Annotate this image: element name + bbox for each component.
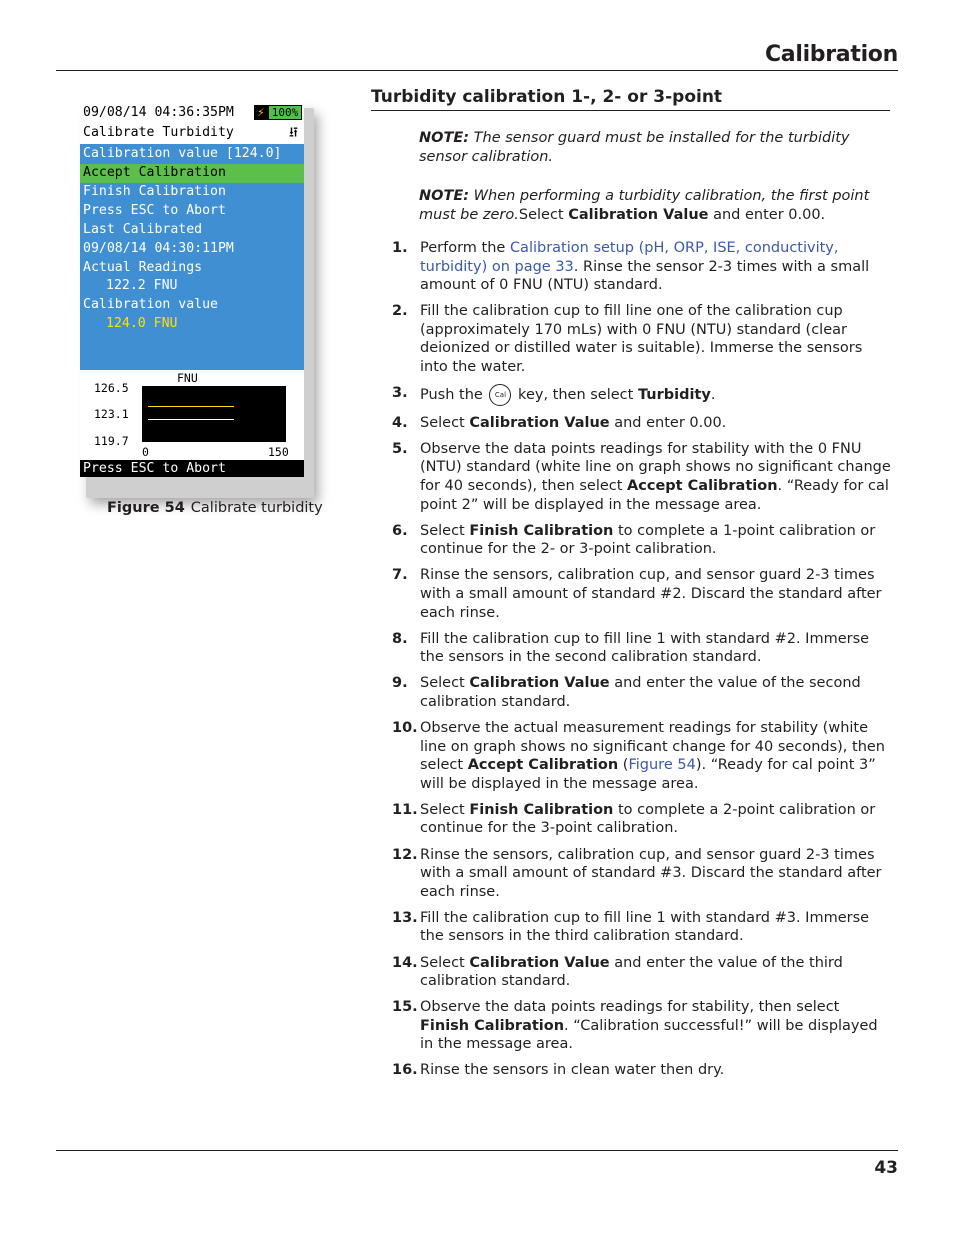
- step-text: Select: [420, 675, 470, 692]
- battery-indicator: [254, 105, 302, 120]
- step-text: to complete a 2-point calibration or continue for the 3-point calibration.: [420, 801, 876, 837]
- step-number: 10.: [392, 719, 418, 736]
- note-tail: and enter 0.00.: [708, 206, 826, 223]
- step-9: [392, 674, 892, 711]
- step-text: Select: [420, 414, 470, 431]
- menu-accept-calibration[interactable]: Accept Calibration: [80, 164, 304, 183]
- actual-readings-label: Actual Readings: [83, 260, 203, 275]
- footer-rule: [56, 1150, 898, 1151]
- note-select-text: Select: [518, 206, 569, 223]
- last-calibrated-label: Last Calibrated: [83, 222, 203, 237]
- last-calibrated-value: 09/08/14 04:30:11PM: [83, 241, 234, 256]
- step-6: [392, 522, 892, 559]
- step-text: (: [618, 757, 629, 774]
- step-number: 12.: [392, 846, 418, 863]
- graph-y-mid: 123.1: [94, 407, 129, 421]
- step-number: 3.: [392, 385, 408, 402]
- step-text: Observe the data points readings for stability with the 0 FNU (NTU) standard (white line on graph shows no significant change for 40 seconds), then select: [420, 440, 891, 494]
- step-text: Rinse the sensors in clean water then dry.: [420, 1062, 725, 1079]
- step-number: 11.: [392, 801, 418, 818]
- step-7: [392, 566, 892, 622]
- step-16: [392, 1061, 892, 1080]
- menu-calibration-value[interactable]: Calibration value [124.0]: [83, 146, 282, 161]
- step-text: Select: [420, 522, 470, 539]
- step-number: 6.: [392, 522, 408, 539]
- graph-x-left: 0: [142, 445, 149, 459]
- figure-caption: [107, 500, 323, 516]
- step-text: and enter the value of the third calibration standard.: [420, 954, 843, 990]
- step-15: [392, 998, 892, 1054]
- menu-finish-calibration[interactable]: Finish Calibration: [83, 184, 226, 199]
- note-select-bold: Calibration Value: [568, 206, 709, 223]
- step-number: 16.: [392, 1062, 418, 1079]
- graph-y-top: 126.5: [94, 381, 129, 395]
- step-text: key, then select: [513, 387, 638, 404]
- step-bold: Calibration Value: [469, 954, 610, 971]
- battery-level: 100%: [268, 105, 302, 120]
- section-rule: [371, 110, 890, 111]
- step-bold: Finish Calibration: [469, 801, 614, 818]
- note-zero-point: [419, 187, 894, 225]
- step-14: [392, 954, 892, 991]
- step-text: and enter the value of the second calibration standard.: [420, 675, 861, 710]
- step-3: [392, 384, 892, 406]
- step-text: Observe the actual measurement readings for stability (white line on graph shows no significant change for 40 seconds), then select: [420, 719, 885, 774]
- step-number: 7.: [392, 567, 408, 584]
- step-text: . “Ready for cal point 2” will be displayed in the message area.: [420, 477, 889, 513]
- graph-reading-line: [148, 419, 234, 420]
- cal-key-icon: Cal: [489, 384, 511, 406]
- step-text: Observe the data points readings for stability, then select: [420, 999, 840, 1016]
- step-text: Fill the calibration cup to fill line 1 with standard #3. Immerse the sensors in the third calibration standard.: [420, 909, 870, 945]
- step-number: 15.: [392, 999, 418, 1016]
- step-12: [392, 846, 892, 902]
- note-text: When performing a turbidity calibration, the first point must be zero.: [419, 188, 870, 223]
- step-2: [392, 302, 892, 376]
- step-bold: Calibration Value: [469, 414, 610, 431]
- calibration-value-label: Calibration value: [83, 297, 218, 312]
- step-13: [392, 909, 892, 946]
- note-label: NOTE:: [419, 188, 470, 204]
- step-text: Rinse the sensors, calibration cup, and sensor guard 2-3 times with a small amount of standard #3. Discard the standard after each rinse.: [420, 846, 882, 900]
- section-heading: Turbidity calibration 1-, 2- or 3-point: [371, 87, 723, 107]
- page-number: 43: [874, 1158, 898, 1178]
- step-11: [392, 801, 892, 838]
- device-screen: [80, 102, 304, 477]
- step-text: Select: [420, 801, 470, 818]
- actual-readings-value: 122.2 FNU: [106, 278, 178, 293]
- step-text: . “Calibration successful!” will be displayed in the message area.: [420, 1017, 878, 1053]
- charging-bolt-icon: ⚡: [254, 105, 268, 120]
- calibration-value-reading: 124.0 FNU: [106, 316, 178, 331]
- step-text: Push the: [420, 387, 488, 404]
- step-text: .: [710, 387, 716, 404]
- step-number: 4.: [392, 414, 408, 431]
- step-5: [392, 440, 892, 514]
- graph-plot-area: [142, 386, 286, 442]
- device-screen-title: Calibrate Turbidity: [83, 125, 234, 140]
- figure-caption-text: Calibrate turbidity: [190, 500, 323, 516]
- header-rule: [56, 70, 898, 71]
- step-bold: Finish Calibration: [469, 522, 614, 539]
- calibration-steps: [392, 239, 892, 1088]
- menu-press-esc: Press ESC to Abort: [83, 203, 226, 218]
- usb-icon: ⭿: [288, 125, 298, 141]
- step-text: to complete a 1-point calibration or continue for the 2- or 3-point calibration.: [420, 522, 876, 558]
- step-number: 2.: [392, 303, 408, 320]
- graph-calibration-line: [148, 406, 234, 407]
- note-guard: [419, 129, 894, 167]
- step-number: 8.: [392, 630, 408, 647]
- step-bold: Calibration Value: [469, 675, 610, 692]
- step-text: Fill the calibration cup to fill line 1 with standard #2. Immerse the sensors in the second calibration standard.: [420, 630, 870, 666]
- note-label: NOTE:: [419, 130, 470, 146]
- device-status-bar: Press ESC to Abort: [80, 460, 304, 477]
- step-text: Perform the: [420, 240, 510, 256]
- step-bold: Finish Calibration: [420, 1017, 565, 1034]
- step-text: Fill the calibration cup to fill line one of the calibration cup (approximately 170 mLs) with 0 FNU (NTU) standard (clear deionized or distilled water is suitable). Immerse the sensors into the water.: [420, 303, 863, 376]
- step-bold: Accept Calibration: [627, 477, 778, 494]
- figure-number: Figure 54: [107, 500, 185, 516]
- step-4: [392, 414, 892, 433]
- calibration-setup-link[interactable]: Calibration setup (pH, ORP, ISE, conductivity, turbidity) on page 33: [420, 240, 839, 275]
- step-bold: Accept Calibration: [467, 757, 619, 774]
- page-header-title: Calibration: [764, 42, 898, 67]
- step-number: 14.: [392, 954, 418, 971]
- note-text: The sensor guard must be installed for the turbidity sensor calibration.: [419, 130, 850, 165]
- step-1: [392, 239, 892, 295]
- device-datetime: 09/08/14 04:36:35PM: [83, 105, 234, 120]
- readings-graph: [80, 370, 304, 460]
- graph-unit-label: FNU: [177, 371, 198, 385]
- step-text: . Rinse the sensor 2-3 times with a small amount of 0 FNU (NTU) standard.: [420, 258, 870, 294]
- step-8: [392, 630, 892, 667]
- step-text: ). “Ready for cal point 3” will be displayed in the message area.: [420, 757, 876, 792]
- step-10: [392, 719, 892, 793]
- step-number: 13.: [392, 909, 418, 926]
- step-text: and enter 0.00.: [609, 414, 727, 431]
- step-bold: Turbidity: [637, 387, 711, 404]
- step-number: 1.: [392, 240, 408, 256]
- step-number: 5.: [392, 440, 408, 457]
- step-text: Rinse the sensors, calibration cup, and sensor guard 2-3 times with a small amount of standard #2. Discard the standard after each rinse.: [420, 567, 882, 621]
- graph-x-right: 150: [268, 445, 289, 459]
- device-menu: [80, 144, 304, 370]
- figure-link[interactable]: Figure 54: [628, 757, 696, 774]
- step-text: Select: [420, 954, 470, 971]
- step-number: 9.: [392, 675, 408, 692]
- graph-y-bottom: 119.7: [94, 434, 129, 448]
